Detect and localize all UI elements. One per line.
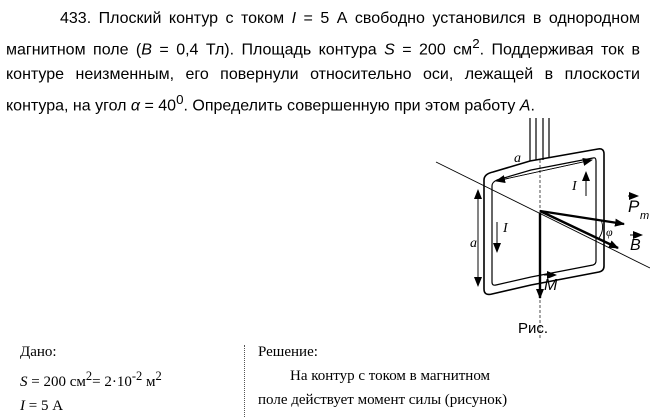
given-text: = 200 см xyxy=(27,374,86,390)
label-a-left: a xyxy=(470,236,477,251)
superscript: 2 xyxy=(472,36,480,51)
problem-text-part: = 5 А свободно установился в однородном магнитном поле ( xyxy=(6,10,641,59)
label-a-top: a xyxy=(514,151,521,166)
phi-arc xyxy=(599,220,603,238)
field-line xyxy=(436,162,650,268)
label-phi: φ xyxy=(606,225,613,239)
solution-text: поле действует момент силы (рисунок) xyxy=(258,392,508,408)
label-pm: P xyxy=(628,197,640,216)
problem-text-part: Плоский контур с током xyxy=(98,10,292,27)
problem-text-part: = 0,4 Тл). Площадь контура xyxy=(151,41,385,59)
problem-text-part: . Поддерживая ток в контуре неизменным, его повернули относительно оси, лежащей в плоскости контура, на угол xyxy=(6,41,641,115)
given-line-area xyxy=(20,364,240,394)
dimension-top xyxy=(496,160,592,181)
problem-text-part: = 40 xyxy=(140,97,177,115)
label-pm-sub: m xyxy=(640,210,650,222)
symbol-area: S xyxy=(384,41,395,59)
given-title: Дано: xyxy=(20,344,57,360)
given-section xyxy=(20,340,240,418)
label-m: M xyxy=(544,277,558,294)
label-b: B xyxy=(630,237,641,254)
superscript: 2 xyxy=(155,369,162,383)
symbol-current: I xyxy=(20,398,25,414)
superscript: -2 xyxy=(131,369,143,383)
column-divider xyxy=(244,345,245,417)
label-i-right: I xyxy=(572,179,577,194)
problem-number: 433. xyxy=(60,10,92,27)
symbol-field: B xyxy=(141,41,152,59)
symbol-alpha: α xyxy=(130,97,141,115)
solution-section xyxy=(258,340,638,412)
solution-line xyxy=(258,388,638,412)
given-text: = 5 А xyxy=(25,398,64,414)
superscript: 2 xyxy=(85,369,93,383)
symbol-area: S xyxy=(20,374,28,390)
given-line-current xyxy=(20,394,240,418)
label-i-left: I xyxy=(503,221,508,236)
solution-line xyxy=(258,364,638,388)
problem-text-part: . xyxy=(530,97,535,115)
given-text: = 2·10 xyxy=(92,374,132,390)
symbol-work: A xyxy=(519,97,531,115)
solution-text: На контур с током в магнитном xyxy=(290,368,491,384)
symbol-current: I xyxy=(291,10,297,27)
solution-title: Решение: xyxy=(258,344,318,360)
superscript: 0 xyxy=(176,92,184,108)
given-text: м xyxy=(142,374,156,390)
problem-text-part: . Определить совершенную при этом работу xyxy=(183,97,520,115)
figure-caption: Рис. xyxy=(518,320,549,337)
problem-text-part: = 200 см xyxy=(394,41,473,59)
